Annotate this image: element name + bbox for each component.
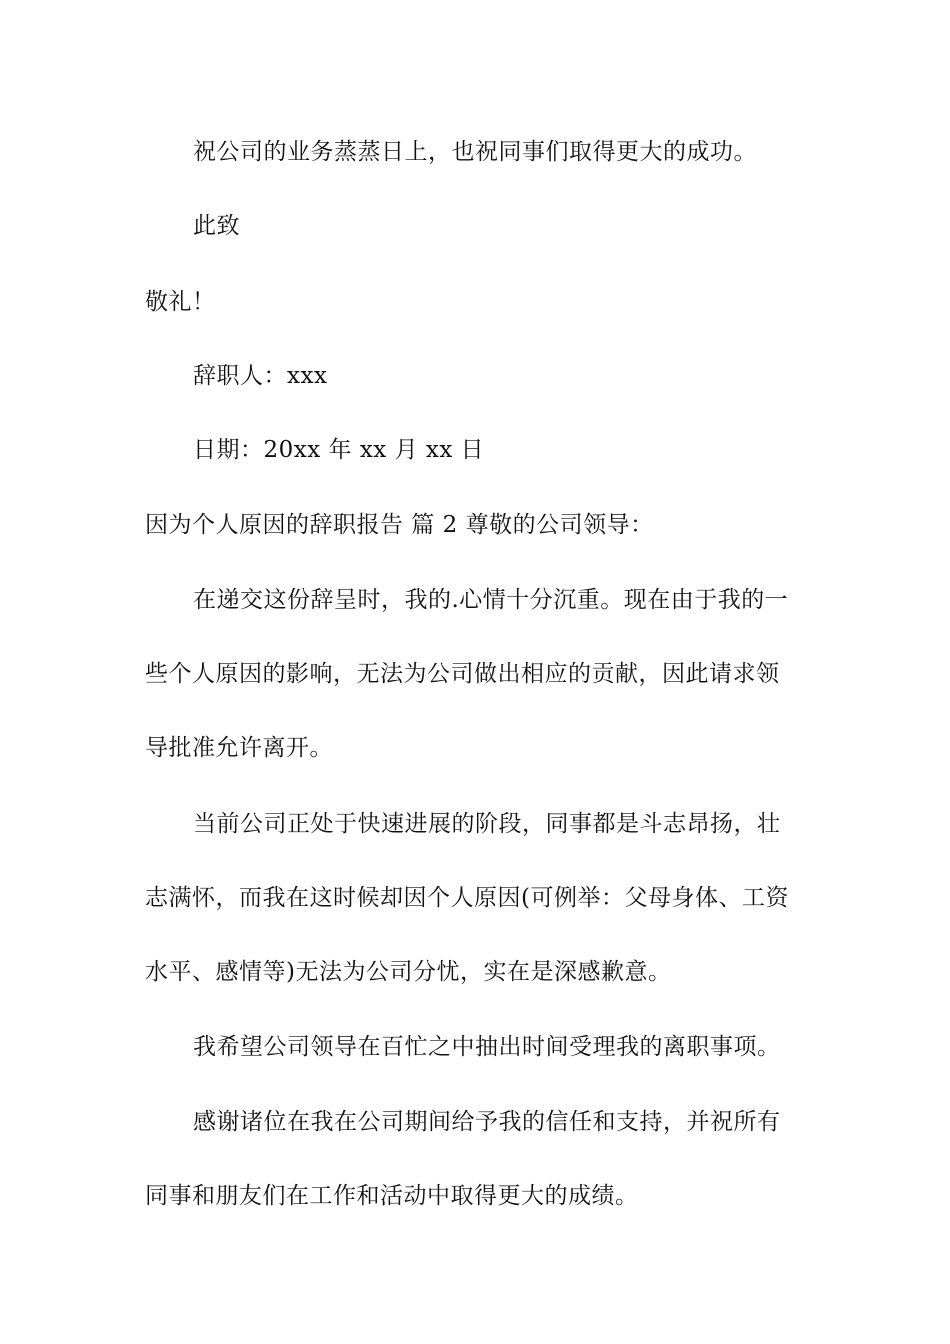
paragraph-line: 同事和朋友们在工作和活动中取得更大的成绩。 bbox=[145, 1183, 639, 1209]
paragraph-line: 当前公司正处于快速进展的阶段，同事都是斗志昂扬，壮 bbox=[193, 811, 781, 837]
date-line: 日期：20xx 年 xx 月 xx 日 bbox=[193, 437, 485, 463]
section-heading-line: 因为个人原因的辞职报告 篇 2 尊敬的公司领导： bbox=[145, 512, 654, 538]
paragraph-line: 感谢诸位在我在公司期间给予我的信任和支持，并祝所有 bbox=[193, 1109, 781, 1135]
resigner-line: 辞职人：xxx bbox=[193, 363, 328, 389]
salutation-line: 此致 bbox=[193, 213, 240, 239]
closing-wish-line: 祝公司的业务蒸蒸日上，也祝同事们取得更大的成功。 bbox=[193, 139, 757, 165]
paragraph-line: 我希望公司领导在百忙之中抽出时间受理我的离职事项。 bbox=[193, 1034, 781, 1060]
paragraph-line: 水平、感情等)无法为公司分忧，实在是深感歉意。 bbox=[145, 959, 672, 985]
paragraph-line: 在递交这份辞呈时，我的.心情十分沉重。现在由于我的一 bbox=[193, 587, 789, 613]
regards-line: 敬礼！ bbox=[145, 289, 216, 315]
paragraph-line: 导批准允许离开。 bbox=[145, 735, 333, 761]
paragraph-line: 些个人原因的影响，无法为公司做出相应的贡献，因此请求领 bbox=[145, 661, 780, 687]
paragraph-line: 志满怀，而我在这时候却因个人原因(可例举：父母身体、工资 bbox=[145, 885, 789, 911]
